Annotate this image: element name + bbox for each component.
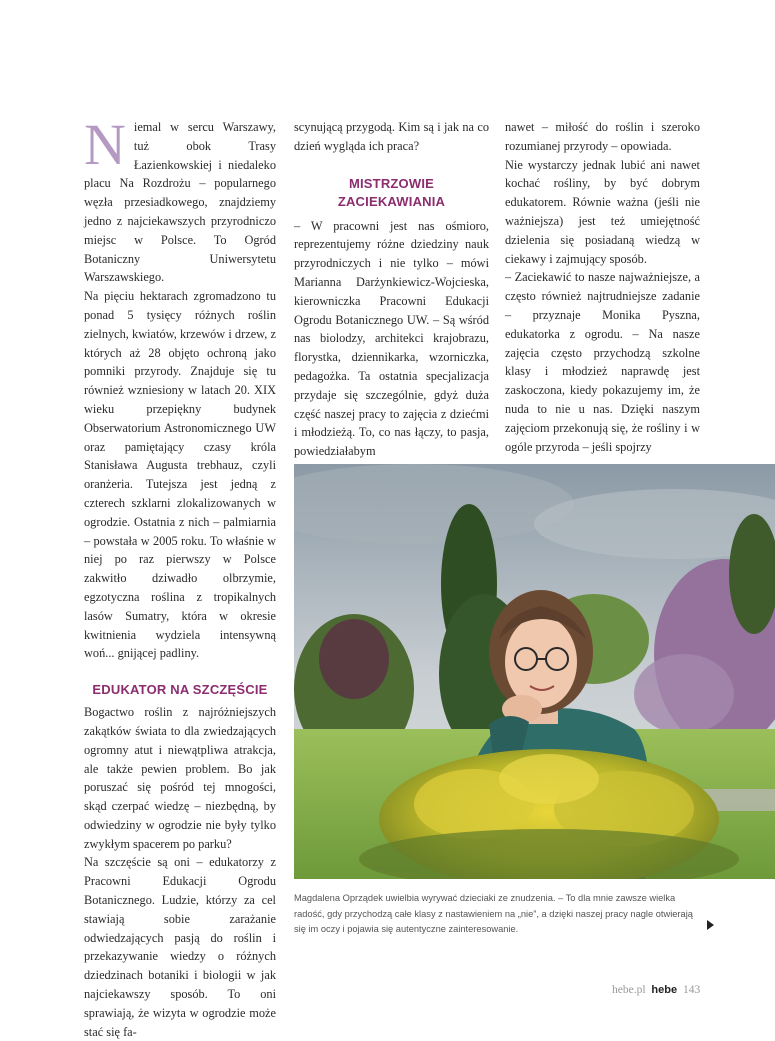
- footer-magazine: hebe: [651, 984, 678, 996]
- section-heading: [294, 175, 489, 211]
- drop-cap: N: [84, 112, 126, 177]
- paragraph: Na pięciu hektarach zgromadzono tu ponad 5 tysięcy różnych roślin zielnych, kwiatów, krzewów i drzew, z których aż 28 objęto ochroną jako pomniki przyrody. Znajduje się tu również wzniesiony w latach 20. XIX wieku przepiękny budynek Obserwatorium Astronomicznego UW oraz pamiętający czasy króla Stanisława Augusta trebhauz, czyli oranżeria. Tutejsza jest jedną z czterech szklarni zlokalizowanych w ogrodzie. Ostatnia z nich – palmiarnia – powstała w 2005 roku. To właśnie w niej po raz pierwszy w Polsce zakwitło dziwadło olbrzymie, egzotyczna roślina z tropikalnych lasów Sumatry, która w okresie kwitnienia wydziela intensywną woń... gnijącej padliny.: [84, 289, 276, 661]
- intro-paragraph: iemal w sercu Warszawy, tuż obok Trasy Łazienkowskiej i niedaleko placu Na Rozdrożu – popularnego węzła przesiadkowego, znajdziemy jedno z najciekawszych przyrodniczo miejsc w Polsce. To Ogród Botaniczny Uniwersytetu Warszawskiego.: [84, 120, 276, 285]
- article-column-1: [84, 112, 276, 1041]
- paragraph: Nie wystarczy jednak lubić ani nawet kochać rośliny, by być dobrym edukatorem. Równie ważna (jeśli nie ważniejsza) jest też umiejętność dzielenia się posiadaną wiedzą w ciekawy i zajmujący sposób.: [505, 157, 700, 266]
- article-column-3: [505, 118, 700, 456]
- section-heading: EDUKATOR NA SZCZĘŚCIE: [92, 682, 268, 698]
- article-column-2: [294, 118, 489, 461]
- section-heading-line: MISTRZOWIE: [348, 175, 435, 191]
- photo-illustration: [294, 464, 775, 879]
- photo-caption: Magdalena Oprządek uwielbia wyrywać dzieciaki ze znudzenia. – To dla mnie zawsze wielka radość, gdy przychodzą całe klasy z nastawieniem na „nie”, a dzięki naszej pracy nagle otwierają się im oczy i pojawia się autentyczne zainteresowanie.: [294, 893, 693, 934]
- paragraph: scynującą przygodą. Kim są i jak na co dzień wygląda ich praca?: [294, 120, 489, 153]
- page-footer: [612, 984, 700, 996]
- page-number: 143: [682, 984, 701, 996]
- garden-photo: [294, 464, 775, 879]
- footer-site: hebe.pl: [612, 984, 646, 996]
- section-heading-line: ZACIEKAWIANIA: [337, 193, 446, 209]
- paragraph: – W pracowni jest nas ośmioro, reprezentujemy różne dziedziny nauk przyrodniczych i nie tylko – mówi Marianna Darżynkiewicz-Wojcieska, kierowniczka Pracowni Edukacji Ogrodu Botanicznego UW. – Są wśród nas biolodzy, architekci krajobrazu, florystka, dziennikarka, wzorniczka, pedagożka. Ta ostatnia specjalizacja przydaje się szczególnie, gdyż duża część naszej pracy to zajęcia z dziećmi i młodzieżą. To, co nas łączy, to pasja, powiedziałabym: [294, 218, 489, 459]
- continue-arrow-icon: [707, 920, 714, 930]
- paragraph: Na szczęście są oni – edukatorzy z Pracowni Edukacji Ogrodu Botanicznego. Ludzie, którzy za cel stawiają sobie zarażanie odwiedzających pasją do roślin i przekazywanie wiedzy o różnych dziedzinach botaniki i biologii w jak najciekawszy sposób. To oni sprawiają, że wizyta w ogrodzie może stać się fa-: [84, 855, 276, 1039]
- paragraph: – Zaciekawić to nasze najważniejsze, a często również najtrudniejsze zadanie – przyznaje Monika Pyszna, edukatorka z ogrodu. – Na nasze zajęcia często przychodzą szkolne klasy i młodzież naprawdę jest zaskoczona, kiedy pokazujemy im, że nuda to nie u nas. Dzięki naszym zajęciom przekonują się, że rośliny i w ogóle przyroda – jeśli spojrzy: [505, 270, 700, 454]
- paragraph: nawet – miłość do roślin i szeroko rozumianej przyrody – opowiada.: [505, 120, 700, 153]
- paragraph: Bogactwo roślin z najróżniejszych zakątków świata to dla zwiedzających ogromny atut i niewątpliwa atrakcja, ale także pewien problem. Bo jak poruszać się pośród tej mnogości, skąd czerpać wiedzę – niezbędną, by odwiedziny w ogrodzie nie były tylko zwykłym spacerem po parku?: [84, 705, 276, 851]
